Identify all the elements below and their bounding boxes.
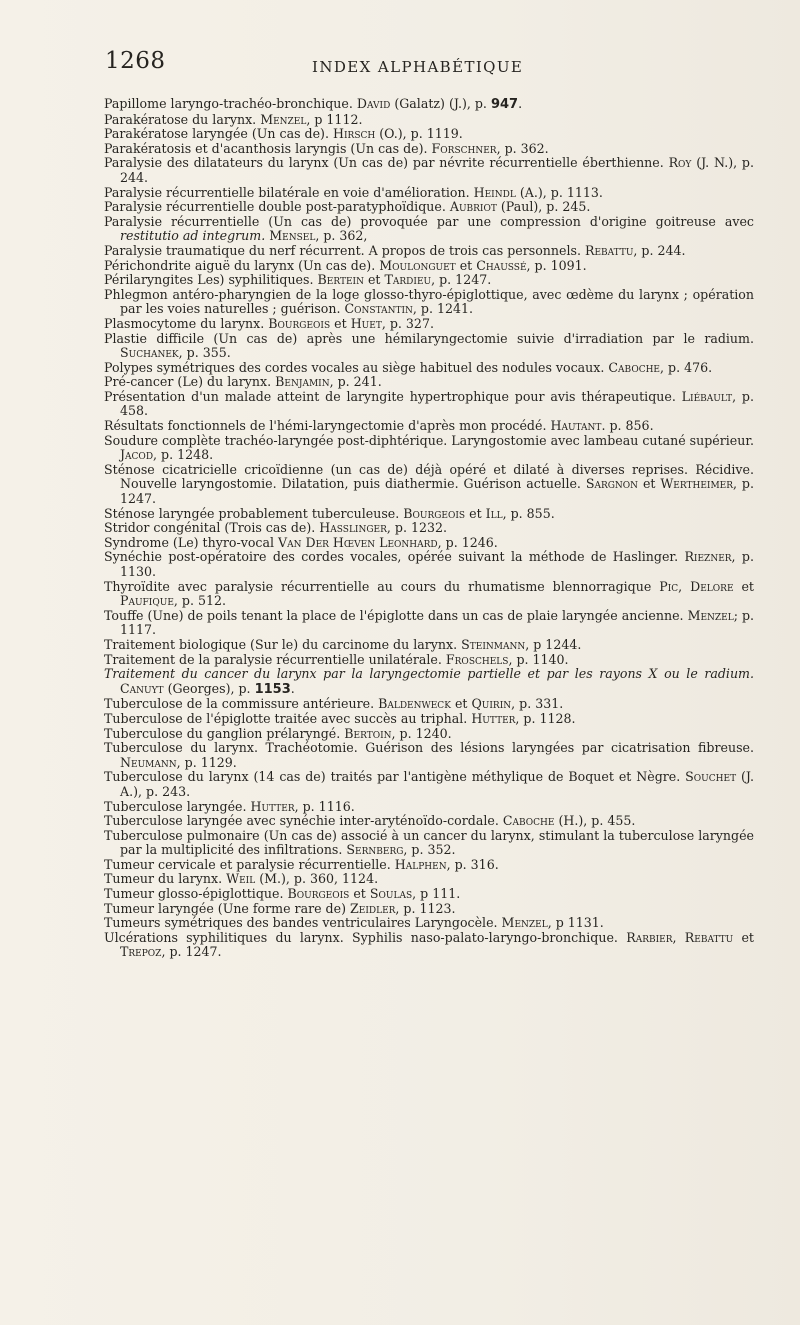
index-entry xyxy=(104,463,754,507)
entry-title: Tumeur cervicale et paralysie récurrentielle. xyxy=(104,856,391,872)
entry-author: Menzel xyxy=(501,915,548,931)
entry-author: Huet xyxy=(350,315,382,331)
entry-author: Zeidler xyxy=(350,900,396,916)
index-entry xyxy=(104,887,754,902)
entry-author: Trepoz xyxy=(120,944,162,960)
entry-author: Rarbier xyxy=(626,929,673,945)
entry-author: Canuyt xyxy=(120,680,164,696)
running-head: INDEX ALPHABÉTIQUE xyxy=(312,58,524,76)
entry-text: , p. 1241. xyxy=(412,301,474,317)
entry-text: , xyxy=(672,929,677,945)
index-entry xyxy=(104,113,754,128)
entry-title: Phlegmon antéro-pharyngien de la loge glosso-thyro-épiglottique, avec œdème du larynx ; opération par les voies naturelles ; guérison. xyxy=(104,286,754,317)
entry-author: Sargnon xyxy=(585,476,639,492)
entry-author: Moulonguet xyxy=(379,257,456,273)
index-entry xyxy=(104,580,754,609)
entry-title: Tuberculose laryngée avec synéchie inter-aryténoïdo-cordale. xyxy=(104,813,499,829)
entry-author: Hutter xyxy=(471,710,516,726)
index-entry xyxy=(104,273,754,288)
entry-title-italic: restitutio ad integrum. xyxy=(120,228,266,244)
entry-author: Paufique xyxy=(120,593,174,609)
entry-text: , xyxy=(678,578,683,594)
index-entry xyxy=(104,741,754,770)
entry-author: Aubriot xyxy=(449,199,497,215)
entry-text: , p 1244. xyxy=(525,636,582,652)
entry-title: Traitement biologique (Sur le) du carcinome du larynx. xyxy=(104,636,458,652)
entry-text: , p. 476. xyxy=(660,359,713,375)
index-entry xyxy=(104,156,754,185)
entry-text: (Georges), p. xyxy=(167,680,251,696)
entry-text: . p. 856. xyxy=(601,418,654,434)
entry-title: Syndrome (Le) thyro-vocal xyxy=(104,534,274,550)
index-entry xyxy=(104,727,754,742)
index-entry xyxy=(104,858,754,873)
entry-author: Baldenweck xyxy=(378,696,451,712)
index-entry xyxy=(104,317,754,332)
entry-text: , p. 1232. xyxy=(386,520,448,536)
entry-author: Wertheimer xyxy=(660,476,734,492)
entry-text: , p. 316. xyxy=(446,856,499,872)
entry-author: Souchet xyxy=(685,769,737,785)
entry-author: Ill xyxy=(485,505,503,521)
index-entry xyxy=(104,97,754,113)
entry-text: , p. 355. xyxy=(178,345,231,361)
index-entry xyxy=(104,667,754,697)
entry-author: Suchanek xyxy=(120,345,179,361)
entry-title: Tuberculose du ganglion prélaryngé. xyxy=(104,725,341,741)
entry-text: et xyxy=(367,272,381,288)
entry-text: , p. 362. xyxy=(496,140,549,156)
entry-text: , p. 1247. xyxy=(431,272,492,288)
entry-title: Périchondrite aiguë du larynx (Un cas de). xyxy=(104,257,376,273)
entry-author: Heindl xyxy=(473,184,516,200)
entry-author: Steinmann xyxy=(461,636,526,652)
index-entry xyxy=(104,215,754,244)
entry-text: (O.), p. 1119. xyxy=(379,126,463,142)
entry-author: Van Der Hœven Leonhard xyxy=(278,534,438,550)
entry-text: , p. 1123. xyxy=(395,900,456,916)
entry-author: Constantin xyxy=(344,301,413,317)
entry-author: Chaussé xyxy=(476,257,527,273)
entry-text: , p 1131. xyxy=(547,915,604,931)
entry-text: , p. 244. xyxy=(633,242,686,258)
entry-title: Synéchie post-opératoire des cordes vocales, opérée suivant la méthode de Haslinger. xyxy=(104,549,679,565)
entry-author: Hautant xyxy=(550,418,602,434)
entry-text: , p. 458. xyxy=(120,388,754,419)
entry-title: Paralysie récurrentielle bilatérale en voie d'amélioration. xyxy=(104,184,470,200)
entry-title: Parakératose laryngée (Un cas de). xyxy=(104,126,329,142)
entry-text: (A.), p. 1113. xyxy=(519,184,603,200)
entry-text: , p. 1140. xyxy=(508,651,569,667)
index-entry xyxy=(104,536,754,551)
entry-author: Halphen xyxy=(394,856,447,872)
entry-text: , p. 1247. xyxy=(120,476,754,507)
entry-title: Tuberculose de la commissure antérieure. xyxy=(104,696,375,712)
entry-text: , p. 1248. xyxy=(153,447,214,463)
index-entry xyxy=(104,390,754,419)
entry-page-bold: 1153 xyxy=(254,681,291,697)
entry-title: Paralysie des dilatateurs du larynx (Un cas de) par névrite récurrentielle éberthienne. xyxy=(104,155,664,171)
index-entry xyxy=(104,653,754,668)
entry-title: Soudure complète trachéo-laryngée post-diphtérique. Laryngostomie avec lambeau cutané supérieur. xyxy=(104,432,754,448)
entry-author: Weil xyxy=(226,871,256,887)
entry-text: et xyxy=(642,476,656,492)
entry-text: (J. A.), p. 243. xyxy=(120,769,754,799)
entry-title: Sténose cicatricielle cricoïdienne (un cas de) déjà opéré et dilaté à diverses reprises. Récidive. Nouvelle laryngostomie. Dilatation, puis diathermie. Guérison actuelle. xyxy=(104,461,754,492)
entry-title: Traitement de la paralysie récurrentielle unilatérale. xyxy=(104,651,442,667)
index-entry xyxy=(104,361,754,376)
entry-text: , p. 512. xyxy=(173,593,227,609)
entry-title: Plastie difficile (Un cas de) après une hémilaryngectomie suivie d'irradiation par le radium. xyxy=(104,330,754,346)
entry-title: Tuberculose du larynx. Trachéotomie. Guérison des lésions laryngées par cicatrisation fibreuse. xyxy=(104,740,754,756)
index-entry xyxy=(104,800,754,815)
entry-title: Plasmocytome du larynx. xyxy=(104,315,265,331)
entry-title: Tuberculose du larynx (14 cas de) traités par l'antigène méthylique de Boquet et Nègre. xyxy=(104,769,681,785)
index-entry xyxy=(104,770,754,799)
index-entry xyxy=(104,829,754,858)
entry-title: Paralysie traumatique du nerf récurrent. A propos de trois cas personnels. xyxy=(104,242,581,258)
entry-title: Tuberculose laryngée. xyxy=(104,798,247,814)
entry-author: Bourgeois xyxy=(268,315,331,331)
entry-title: Tumeurs symétriques des bandes ventriculaires Laryngocèle. xyxy=(104,915,498,931)
entry-author: Rebattu xyxy=(684,929,734,945)
index-entry xyxy=(104,127,754,142)
entry-author: Jacod xyxy=(120,447,154,463)
index-entry xyxy=(104,609,754,638)
index-entry xyxy=(104,186,754,201)
entry-title: Parakératose du larynx. xyxy=(104,111,257,127)
entry-text: et xyxy=(353,886,366,902)
index-entry xyxy=(104,375,754,390)
entry-title: Parakératosis et d'acanthosis laryngis (Un cas de). xyxy=(104,140,428,156)
index-entry xyxy=(104,916,754,931)
entry-author: Bourgeois xyxy=(287,886,350,902)
entry-author: Mensel xyxy=(269,228,316,244)
entry-title: Paralysie récurrentielle double post-paratyphoïdique. xyxy=(104,199,446,215)
entry-author: Bertoin xyxy=(344,725,392,741)
entry-title: Tuberculose pulmonaire (Un cas de) associé à un cancer du larynx, stimulant la tuberculose laryngée par la multiplicité des infiltrations. xyxy=(104,827,754,858)
entry-author: Neumann xyxy=(120,754,177,770)
entry-text: , p. 331. xyxy=(511,696,564,712)
entry-author: Caboche xyxy=(608,359,661,375)
entry-title-italic: Traitement du cancer du larynx par la laryngectomie partielle et par les rayons X ou le radium. xyxy=(104,666,754,682)
index-entry xyxy=(104,332,754,361)
entry-title: Périlaryngites Les) syphilitiques. xyxy=(104,272,314,288)
index-entry xyxy=(104,507,754,522)
entry-text: , p. 1240. xyxy=(391,725,452,741)
entry-text: et xyxy=(334,315,347,331)
entry-author: Soulas xyxy=(369,886,413,902)
index-entry xyxy=(104,814,754,829)
entry-text: et xyxy=(459,257,473,273)
entry-title: Tumeur glosso-épiglottique. xyxy=(104,886,284,902)
index-entry xyxy=(104,419,754,434)
entry-title: Thyroïdite avec paralysie récurrentielle au cours du rhumatisme blennorragique xyxy=(104,578,652,594)
entry-author: Tardieu xyxy=(384,272,432,288)
entry-title: Stridor congénital (Trois cas de). xyxy=(104,520,316,536)
entry-author: Roy xyxy=(668,155,692,171)
entry-text: (J. N.), p. 244. xyxy=(120,155,754,185)
index-entry xyxy=(104,142,754,157)
entry-author: Liébault xyxy=(681,388,733,404)
entry-author: Bourgeois xyxy=(403,505,466,521)
index-entry xyxy=(104,638,754,653)
index-entry xyxy=(104,712,754,727)
entry-author: Riezner xyxy=(684,549,732,565)
entry-title: Sténose laryngée probablement tuberculeuse. xyxy=(104,505,400,521)
entry-title: Pré-cancer (Le) du larynx. xyxy=(104,374,272,390)
entry-text: (H.), p. 455. xyxy=(558,813,636,829)
entry-author: Menzel xyxy=(260,111,307,127)
page-number: 1268 xyxy=(105,48,166,74)
entry-title: Ulcérations syphilitiques du larynx. Syphilis naso-palato-laryngo-bronchique. xyxy=(104,929,618,945)
entry-text: , p. 362, xyxy=(315,228,368,244)
entry-author: Hasslinger xyxy=(319,520,387,536)
entry-text: (Galatz) (J.), p. xyxy=(394,96,487,111)
entry-author: Caboche xyxy=(502,813,555,829)
entry-author: Quirin xyxy=(471,696,512,712)
entry-text: , p. 352. xyxy=(403,842,456,858)
entry-text: , p 1112. xyxy=(306,111,363,127)
entry-title: Présentation d'un malade atteint de laryngite hypertrophique pour avis thérapeutique. xyxy=(104,388,676,404)
entry-title: Tumeur laryngée (Une forme rare de) xyxy=(104,900,346,916)
index-entry xyxy=(104,521,754,536)
entry-text: , p. 1129. xyxy=(176,754,237,770)
entry-title: Résultats fonctionnels de l'hémi-laryngectomie d'après mon procédé. xyxy=(104,418,547,434)
entry-author: Rebattu xyxy=(584,242,634,258)
entry-author: Hutter xyxy=(250,798,295,814)
index-entries xyxy=(104,97,754,960)
entry-text: , p. 241. xyxy=(329,374,382,390)
index-entry xyxy=(104,259,754,274)
index-entry xyxy=(104,697,754,712)
entry-text: et xyxy=(469,505,482,521)
entry-text: . xyxy=(518,96,523,111)
entry-text: et xyxy=(454,696,468,712)
entry-title: Tumeur du larynx. xyxy=(104,871,223,887)
entry-title: Tuberculose de l'épiglotte traitée avec succès au triphal. xyxy=(104,710,468,726)
index-entry xyxy=(104,434,754,463)
index-entry xyxy=(104,200,754,215)
entry-title: Touffe (Une) de poils tenant la place de l'épiglotte dans un cas de plaie laryngée ancienne. xyxy=(104,607,684,623)
entry-text: , p. 855. xyxy=(502,505,555,521)
entry-author: Menzel xyxy=(687,607,734,623)
entry-text: (M.), p. 360, 1124. xyxy=(259,871,379,887)
entry-author: Forschner xyxy=(431,140,497,156)
entry-text: , p. 1246. xyxy=(437,534,498,550)
index-entry xyxy=(104,550,754,579)
entry-title: Polypes symétriques des cordes vocales au siège habituel des nodules vocaux. xyxy=(104,359,605,375)
entry-text: , p 111. xyxy=(412,886,461,902)
entry-page-bold: 947 xyxy=(490,97,519,112)
entry-text: (Paul), p. 245. xyxy=(500,199,591,215)
entry-author: Sernberg xyxy=(346,842,404,858)
entry-author: Pic xyxy=(659,578,679,594)
index-entry xyxy=(104,872,754,887)
entry-author: Benjamin xyxy=(275,374,330,390)
entry-text: ; p. 1117. xyxy=(120,607,755,638)
entry-author: Bertein xyxy=(317,272,364,288)
entry-text: , p. 1116. xyxy=(294,798,355,814)
entry-text: , p. 327. xyxy=(381,315,434,331)
entry-text: , p. 1130. xyxy=(120,549,754,579)
entry-text: , p. 1091. xyxy=(526,257,587,273)
entry-author: Froschels xyxy=(445,651,509,667)
entry-author: Hirsch xyxy=(333,126,376,142)
entry-text: et xyxy=(741,929,754,945)
index-entry xyxy=(104,288,754,317)
entry-text: . xyxy=(290,680,295,696)
index-entry xyxy=(104,902,754,917)
entry-text: , p. 1128. xyxy=(515,710,576,726)
entry-author: David xyxy=(356,96,391,111)
index-entry xyxy=(104,931,754,960)
entry-title: Papillome laryngo-trachéo-bronchique. xyxy=(104,96,353,111)
entry-title: Paralysie récurrentielle (Un cas de) provoquée par une compression d'origine goitreuse avec xyxy=(104,213,754,229)
entry-text: , p. 1247. xyxy=(161,944,222,960)
entry-author: Delore xyxy=(690,578,734,594)
entry-text: et xyxy=(741,578,754,594)
index-entry xyxy=(104,244,754,259)
